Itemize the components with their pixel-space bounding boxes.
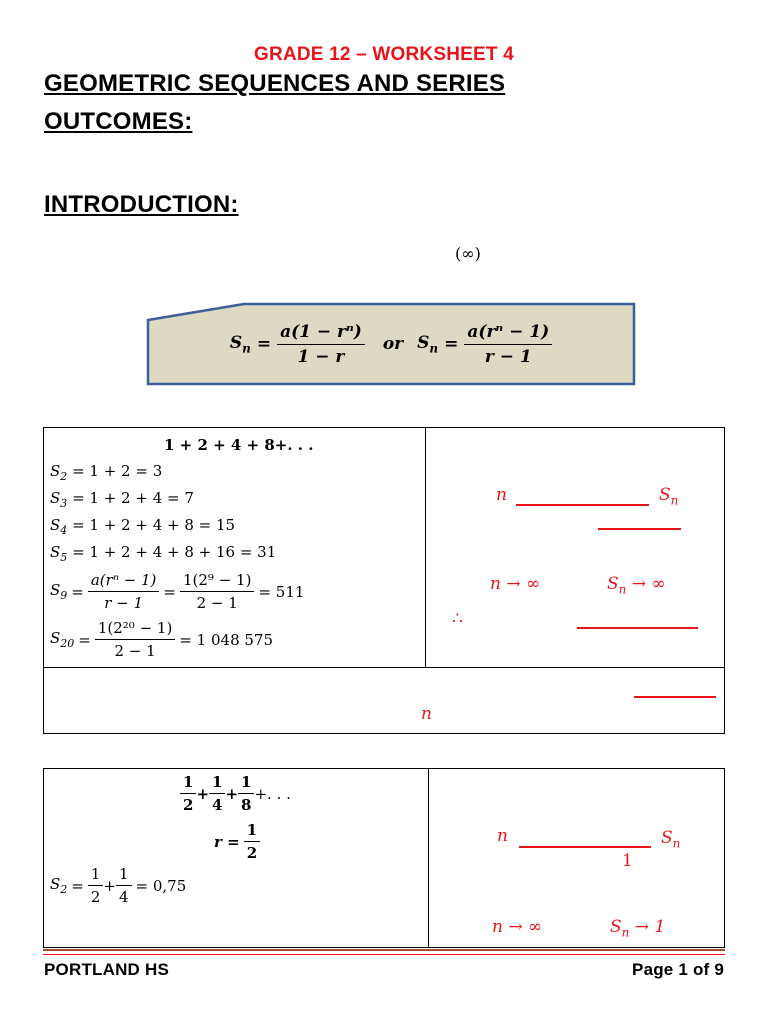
sum-formula-box [146,302,636,386]
partial-sum-s2: $S_2 = 1 + 2 = 3$ [50,462,163,483]
footer-page-number: Page 1 of 9 [632,960,724,979]
introduction-heading: INTRODUCTION: [44,191,239,218]
table2-limit-one: 1 [622,851,633,871]
table1-limit-n: n → ∞ [490,574,541,594]
table2-n-label: n [497,826,508,846]
table2-blank-1 [519,846,651,848]
table2-sn-label: $S_n$ [661,828,681,851]
partial-sum-s20: $S_{20}$ = $\frac{\text{1(2²⁰ − 1)}}{2 - 1}$ = 1 048 575 [50,619,274,660]
table1-n-label: n [496,485,507,505]
footer-rule-bottom [43,954,725,955]
table1-blank-4 [634,696,716,698]
table2-limit-n: n → ∞ [492,917,543,937]
worksheet-grade-title: GRADE 12 – WORKSHEET 4 [254,44,514,65]
therefore-symbol: ∴ [452,609,463,629]
partial-sum-s3: $S_3 = 1 + 2 + 4 = 7$ [50,489,194,510]
table2-limit-s: $S_n \to 1$ [610,917,666,940]
partial-sum-s9: $S_9$ = $\frac{\text{a(rⁿ − 1)}}{r - 1}$ = $\frac{\text{1(2⁹ − 1)}}{2 - 1}$ = 511 [50,571,305,612]
footer-rule-top [43,949,725,951]
page-title: GEOMETRIC SEQUENCES AND SERIES [44,70,506,97]
formula-sn-2: $S_n$ [417,332,439,356]
table1-blank-3 [577,627,698,629]
formula-or: or [382,334,404,354]
partial-sum-s4: $S_4 = 1 + 2 + 4 + 8 = 15$ [50,516,236,537]
series-halves: $\frac{1}{2}$ + $\frac{1}{4}$ + $\frac{1}{8}$ +. . . [180,773,291,814]
table1-bottom-n: n [421,704,432,724]
example-table-divergent [43,427,725,734]
partial-sum-s5: $S_5 = 1 + 2 + 4 + 8 + 16 = 31$ [50,543,277,564]
partial-sum-s2-halves: $S_2$ = $\frac{1}{2}$ + $\frac{1}{4}$ = 0,75 [50,865,187,906]
formula-sn-1: $S_n$ [229,332,251,356]
outcomes-heading: OUTCOMES: [44,108,193,135]
table1-blank-1 [516,504,649,506]
example-table-convergent [43,768,725,948]
series-1-2-4-8: 1 + 2 + 4 + 8+. . . [164,436,314,454]
table1-limit-s: $S_n$ → ∞ [607,574,666,597]
formula-fraction-1: $\frac{\text{a(1 − rⁿ)}}{1 - r}$ [277,322,365,367]
table2-divider [428,769,429,947]
table1-sn-label: $S_n$ [659,485,679,508]
common-ratio: r = $\frac{1}{2}$ [214,821,260,862]
formula-fraction-2: $\frac{\text{a(rⁿ − 1)}}{r - 1}$ [464,322,552,367]
sum-formula: $S_n$ = $\frac{\text{a(1 − rⁿ)}}{1 - r}$ or $S_n$ = $\frac{\text{a(rⁿ − 1)}}{r - 1}$ [146,302,636,386]
table1-blank-2 [598,528,681,530]
footer-school: PORTLAND HS [44,960,169,979]
infinity-note: (∞) [455,244,481,263]
table1-row-divider [44,667,724,668]
table1-divider [425,428,426,667]
